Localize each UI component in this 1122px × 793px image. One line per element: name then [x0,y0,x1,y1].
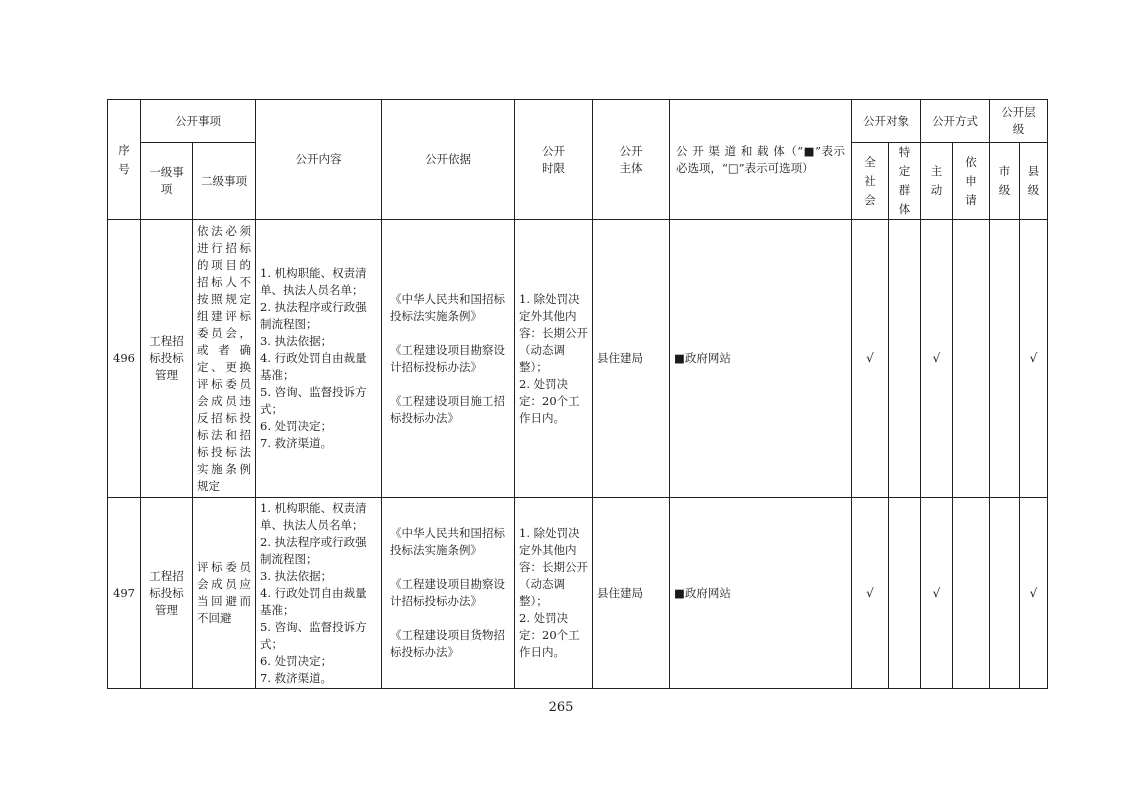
header-level-city: 市 级 [990,143,1020,220]
row-content: 1. 机构职能、权责清单、执法人员名单； 2. 执法程序或行政强制流程图； 3. 执法依据； 4. 行政处罚自由裁量基准； 5. 咨询、监督投诉方式； 6. 处罚决定； 7. 救济渠道。 [256,498,382,689]
header-level1: 一级事 项 [141,143,193,220]
header-basis: 公开依据 [382,100,515,220]
header-subject: 公开 主体 [593,100,670,220]
row-level-city-check [990,220,1020,498]
row-level2: 评标委员会成员应当回避而不回避 [193,498,256,689]
row-seq: 497 [108,498,141,689]
page-number: 265 [548,700,574,715]
row-channel: ■政府网站 [670,220,852,498]
header-time-limit: 公开 时限 [515,100,593,220]
header-level: 公开层 级 [990,100,1048,143]
header-row-1 [108,100,1048,143]
row-time-limit: 1. 除处罚决定外其他内容：长期公开（动态调整）； 2. 处罚决定：20个工作日内。 [515,220,593,498]
row-seq: 496 [108,220,141,498]
row-time-limit: 1. 除处罚决定外其他内容：长期公开（动态调整）； 2. 处罚决定：20个工作日内。 [515,498,593,689]
table-row [108,498,1048,689]
header-matters: 公开事项 [141,100,256,143]
header-level-county: 县 级 [1020,143,1048,220]
row-method-active-check: √ [921,498,953,689]
row-channel: ■政府网站 [670,498,852,689]
row-target-specific-check [889,498,921,689]
table-row [108,220,1048,498]
header-seq: 序 号 [108,100,141,220]
row-level2: 依法必须进行招标的项目的招标人不按照规定组建评标委员会，或者确定、更换评标委员会成员违反招标投标法和招标投标法实施条例规定 [193,220,256,498]
header-method: 公开方式 [921,100,990,143]
row-basis: 《中华人民共和国招标投标法实施条例》 《工程建设项目勘察设计招标投标办法》 《工程建设项目施工招标投标办法》 [382,220,515,498]
header-content: 公开内容 [256,100,382,220]
row-target-all-check: √ [852,498,889,689]
row-method-request-check [953,220,990,498]
header-channel: 公 开 渠 道 和 载 体（“■”表示必选项，“□”表示可选项） [670,100,852,220]
row-method-request-check [953,498,990,689]
header-target-all: 全 社 会 [852,143,889,220]
header-target-specific: 特 定 群 体 [889,143,921,220]
header-target: 公开对象 [852,100,921,143]
row-content: 1. 机构职能、权责清单、执法人员名单； 2. 执法程序或行政强制流程图； 3. 执法依据； 4. 行政处罚自由裁量基准； 5. 咨询、监督投诉方式； 6. 处罚决定； 7. 救济渠道。 [256,220,382,498]
row-method-active-check: √ [921,220,953,498]
row-target-all-check: √ [852,220,889,498]
header-method-active: 主 动 [921,143,953,220]
disclosure-table [107,99,1048,689]
row-level-county-check: √ [1020,220,1048,498]
row-subject: 县住建局 [593,498,670,689]
header-level2: 二级事项 [193,143,256,220]
row-level1: 工程招 标投标 管理 [141,220,193,498]
row-level-county-check: √ [1020,498,1048,689]
header-method-request: 依 申 请 [953,143,990,220]
row-subject: 县住建局 [593,220,670,498]
row-target-specific-check [889,220,921,498]
row-level1: 工程招 标投标 管理 [141,498,193,689]
row-level-city-check [990,498,1020,689]
row-basis: 《中华人民共和国招标投标法实施条例》 《工程建设项目勘察设计招标投标办法》 《工程建设项目货物招标投标办法》 [382,498,515,689]
